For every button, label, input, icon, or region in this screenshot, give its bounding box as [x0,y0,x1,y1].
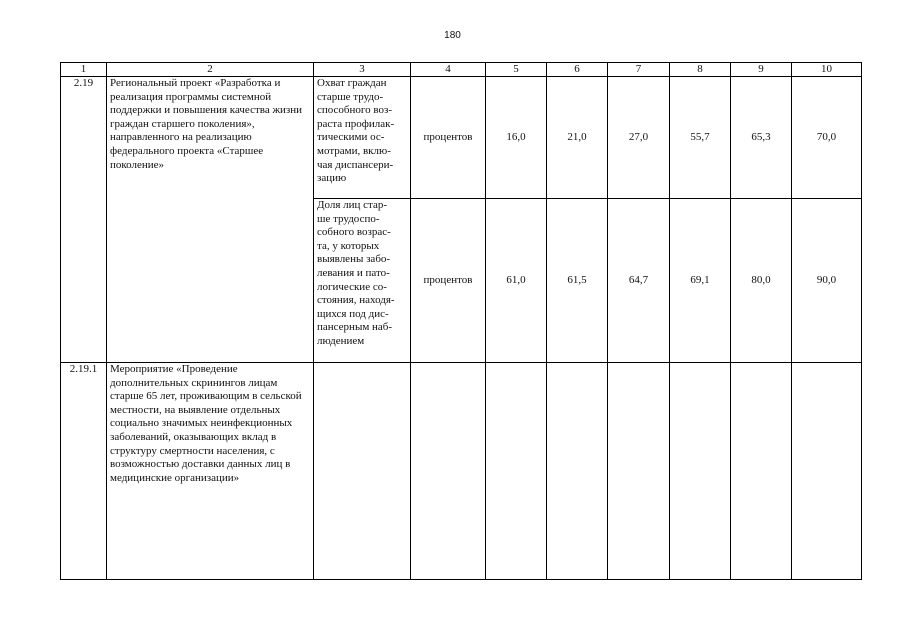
row-code: 2.19.1 [61,363,107,580]
col-header: 1 [61,63,107,77]
indicator-unit: процентов [411,77,486,199]
col-header: 4 [411,63,486,77]
table-row [61,77,862,199]
col-header: 3 [314,63,411,77]
data-table [60,62,862,580]
col-header: 10 [792,63,862,77]
value-cell: 69,1 [670,199,731,363]
value-cell: 16,0 [486,77,547,199]
value-cell: 80,0 [731,199,792,363]
empty-cell [608,363,670,580]
col-header: 5 [486,63,547,77]
value-cell: 27,0 [608,77,670,199]
empty-cell [792,363,862,580]
indicator-name: Охват граждан старше трудо- способного воз- раста профилак- тическими ос- мотрами, вклю- чая диспансери- зацию [314,77,411,199]
col-header: 9 [731,63,792,77]
value-cell: 90,0 [792,199,862,363]
empty-cell [731,363,792,580]
col-header: 6 [547,63,608,77]
value-cell: 21,0 [547,77,608,199]
value-cell: 55,7 [670,77,731,199]
row-code: 2.19 [61,77,107,363]
value-cell: 65,3 [731,77,792,199]
value-cell: 61,5 [547,199,608,363]
project-name: Региональный проект «Разработка и реализация программы системной поддержки и повышения качества жизни граждан старшего поколения», направленного на реализацию федерального проекта «Старшее поколение» [107,77,314,363]
indicator-name: Доля лиц стар- ше трудоспо- собного возрас- та, у которых выявлены забо- левания и пато- логические со- стояния, находя- щихся под дис- пансерным наб- людением [314,199,411,363]
empty-cell [547,363,608,580]
empty-cell [486,363,547,580]
value-cell: 70,0 [792,77,862,199]
column-number-row [61,63,862,77]
indicator-unit: процентов [411,199,486,363]
page-number: 180 [444,30,461,41]
value-cell: 61,0 [486,199,547,363]
col-header: 2 [107,63,314,77]
empty-cell [670,363,731,580]
table-row [61,363,862,580]
col-header: 8 [670,63,731,77]
value-cell: 64,7 [608,199,670,363]
activity-name: Мероприятие «Проведение дополнительных скринингов лицам старше 65 лет, проживающим в сельской местности, на выявление отдельных социально значимых неинфекционных заболеваний, оказывающих вклад в структуру смертности населения, с возможностью доставки данных лиц в медицинские организации» [107,363,314,580]
col-header: 7 [608,63,670,77]
empty-cell [411,363,486,580]
empty-cell [314,363,411,580]
